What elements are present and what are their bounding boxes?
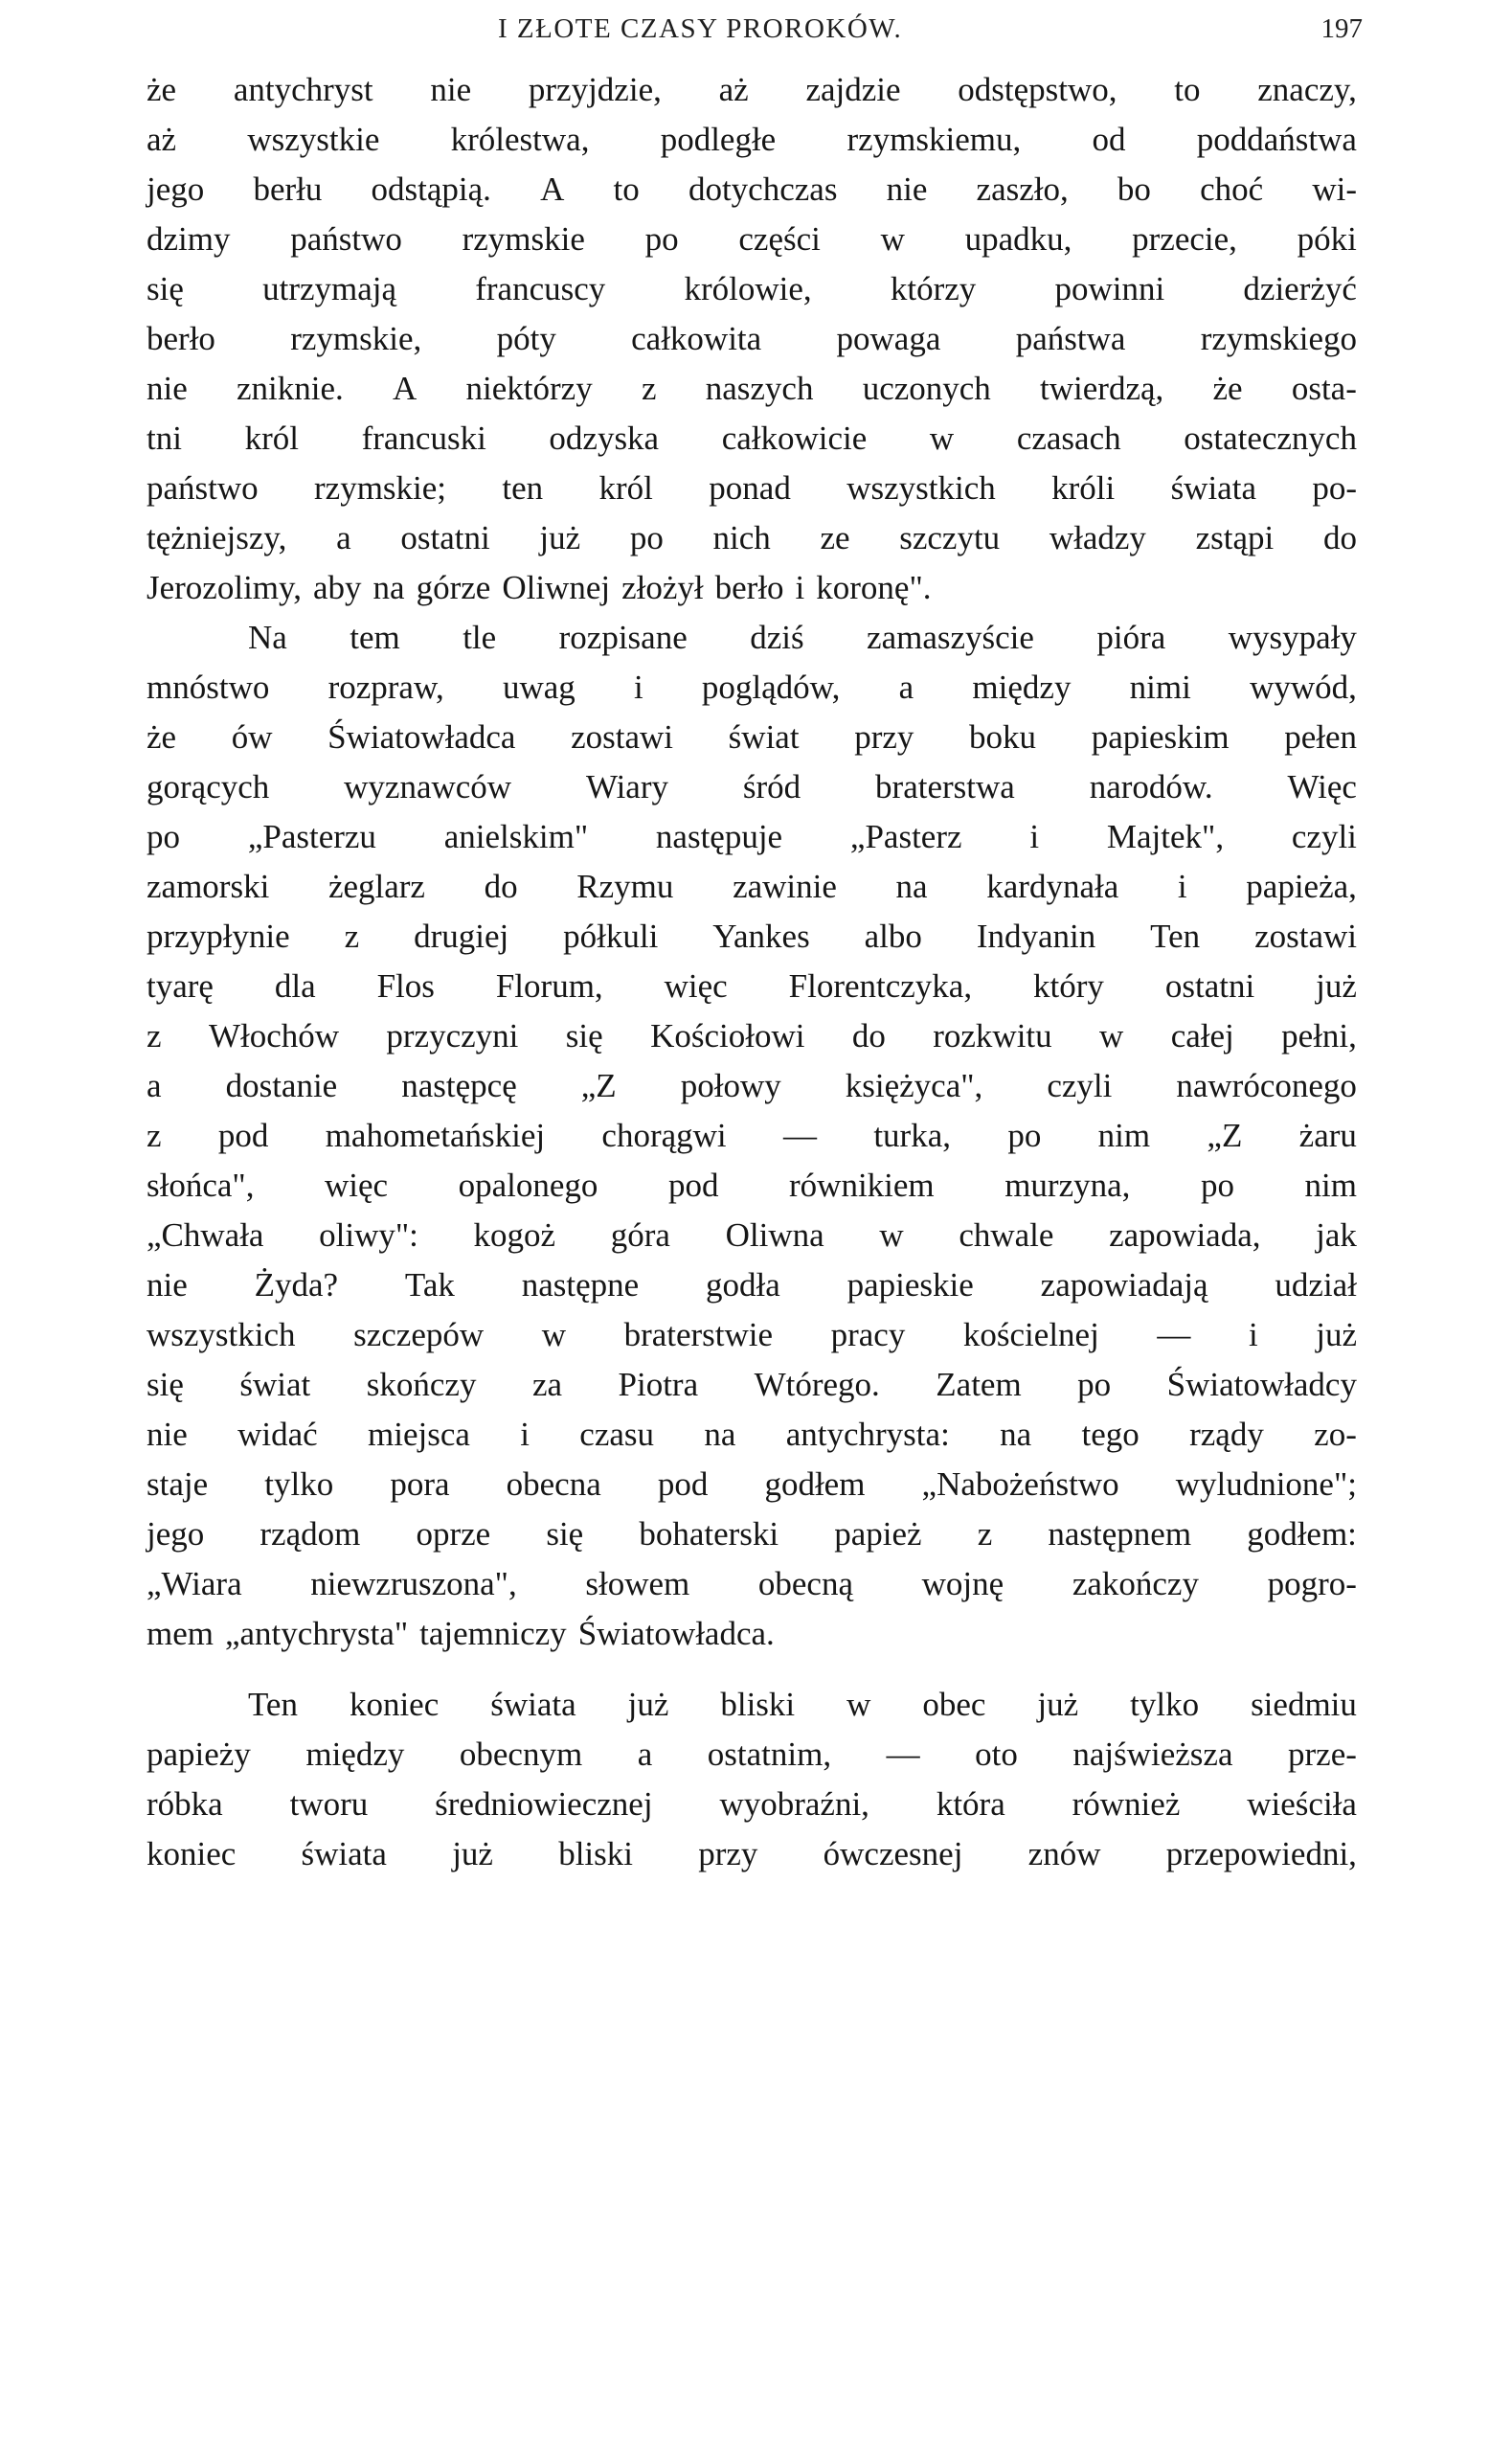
text-line: róbka tworu średniowiecznej wyobraźni, która również wieściła — [147, 1785, 1357, 1823]
text-line: „Chwała oliwy": kogoż góra Oliwna w chwale zapowiada, jak — [147, 1216, 1357, 1254]
text-line: Jerozolimy, aby na górze Oliwnej złożył berło i koronę". — [147, 569, 932, 606]
text-line: gorących wyznawców Wiary śród braterstwa narodów. Więc — [147, 768, 1357, 805]
text-line: słońca", więc opalonego pod równikiem murzyna, po nim — [147, 1167, 1357, 1204]
text-line: nie Żyda? Tak następne godła papieskie zapowiadają udział — [147, 1266, 1357, 1304]
text-line: się utrzymają francuscy królowie, którzy powinni dzierżyć — [147, 270, 1357, 307]
text-line: mnóstwo rozpraw, uwag i poglądów, a między nimi wywód, — [147, 669, 1357, 706]
text-line: z pod mahometańskiej chorągwi — turka, po nim „Z żaru — [147, 1117, 1357, 1154]
text-line: z Włochów przyczyni się Kościołowi do rozkwitu w całej pełni, — [147, 1017, 1357, 1055]
text-line: dzimy państwo rzymskie po części w upadku, przecie, póki — [147, 220, 1357, 258]
text-line: tni król francuski odzyska całkowicie w czasach ostatecznych — [147, 420, 1357, 457]
text-line: nie widać miejsca i czasu na antychrysta: na tego rządy zo- — [147, 1416, 1357, 1453]
paragraph-start-line: Na tem tle rozpisane dziś zamaszyście pióra wysypały — [248, 619, 1357, 656]
text-line: „Wiara niewzruszona", słowem obecną wojnę zakończy pogro- — [147, 1565, 1357, 1602]
text-line: przypłynie z drugiej półkuli Yankes albo Indyanin Ten zostawi — [147, 918, 1357, 955]
text-line: tężniejszy, a ostatni już po nich ze szczytu władzy zstąpi do — [147, 519, 1357, 556]
text-line: państwo rzymskie; ten król ponad wszystkich króli świata po- — [147, 469, 1357, 507]
text-line: nie zniknie. A niektórzy z naszych uczonych twierdzą, że osta- — [147, 370, 1357, 407]
text-line: że ów Światowładca zostawi świat przy boku papieskim pełen — [147, 718, 1357, 756]
text-line: tyarę dla Flos Florum, więc Florentczyka, który ostatni już — [147, 967, 1357, 1005]
text-line: a dostanie następcę „Z połowy księżyca", czyli nawróconego — [147, 1067, 1357, 1104]
text-line: koniec świata już bliski przy ówczesnej znów przepowiedni, — [147, 1835, 1357, 1872]
text-line: wszystkich szczepów w braterstwie pracy kościelnej — i już — [147, 1316, 1357, 1353]
text-line: się świat skończy za Piotra Wtórego. Zatem po Światowładcy — [147, 1366, 1357, 1403]
text-line: po „Pasterzu anielskim" następuje „Pasterz i Majtek", czyli — [147, 818, 1357, 855]
running-head: I ZŁOTE CZASY PROROKÓW. — [498, 13, 903, 44]
text-line: mem „antychrysta" tajemniczy Światowładca. — [147, 1615, 775, 1652]
text-line: jego berłu odstąpią. A to dotychczas nie zaszło, bo choć wi- — [147, 170, 1357, 208]
text-line: papieży między obecnym a ostatnim, — oto najświeższa prze- — [147, 1735, 1357, 1773]
text-line: zamorski żeglarz do Rzymu zawinie na kardynała i papieża, — [147, 868, 1357, 905]
page-number: 197 — [1320, 13, 1363, 44]
text-line: staje tylko pora obecna pod godłem „Nabożeństwo wyludnione"; — [147, 1465, 1357, 1503]
text-line: aż wszystkie królestwa, podległe rzymskiemu, od poddaństwa — [147, 121, 1357, 158]
paragraph-start-line: Ten koniec świata już bliski w obec już tylko siedmiu — [248, 1686, 1357, 1723]
text-line: że antychryst nie przyjdzie, aż zajdzie odstępstwo, to znaczy, — [147, 71, 1357, 108]
text-line: berło rzymskie, póty całkowita powaga państwa rzymskiego — [147, 320, 1357, 357]
text-line: jego rządom oprze się bohaterski papież z następnem godłem: — [147, 1515, 1357, 1553]
